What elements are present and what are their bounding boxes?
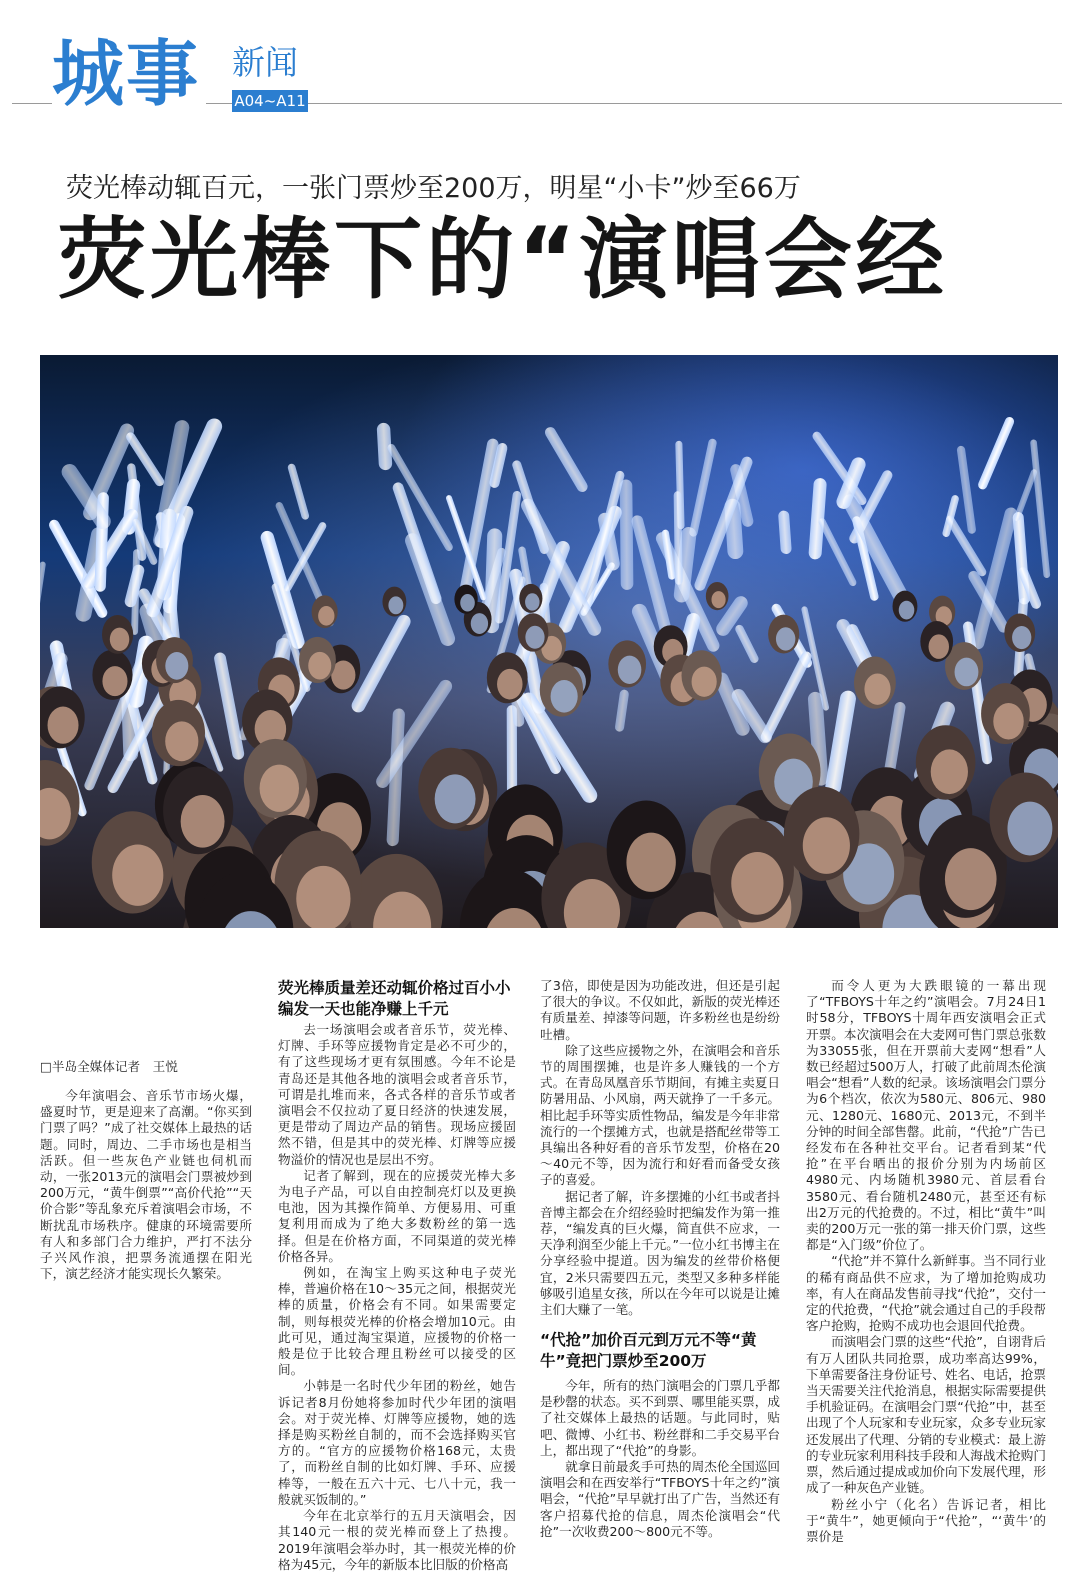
column-3-lower (540, 1378, 780, 1540)
crowd-face (929, 634, 949, 659)
crowd-face (776, 627, 795, 650)
crowd-face (308, 652, 331, 680)
paragraph: 去一场演唱会或者音乐节，荧光棒、灯牌、手环等应援物肯定是必不可少的，有了这些现场才更有氛围感。今年不论是青岛还是其他各地的演唱会或者音乐节，可谓是扎堆而来，各式各样的音乐节或者演唱会不仅拉动了夏日经济的快速发展，更是带动了周边产品的销售。现场应援固然不错，但是其中的荧光棒、灯牌等应援物溢价的情况也是层出不穷。 (278, 1022, 516, 1167)
crowd-face (471, 613, 488, 634)
crowd-face (626, 833, 675, 892)
paragraph: 就拿日前最炙手可热的周杰伦全国巡回演唱会和在西安举行“TFBOYS十年之约”演唱会，“代抢”早早就打出了广告，当然还有客户招募代抢的信息，周杰伦演唱会“代抢”一次收费200～800元不等。 (540, 1459, 780, 1539)
paragraph: 粉丝小宁（化名）告诉记者，相比于“黄牛”，她更倾向于“代抢”，“‘黄牛’的票价是 (806, 1496, 1046, 1544)
kicker-headline: 荧光棒动辄百元，一张门票炒至200万，明星“小卡”炒至66万 (66, 173, 801, 204)
crowd-face (803, 817, 850, 874)
paragraph: 例如，在淘宝上购买这种电子荧光棒，普遍价格在10～35元之间，根据荧光棒的质量，价格会有不同。如果需要定制，则每根荧光棒的价格会增加10元。由此可见，通过淘宝渠道，应援物的价格一般是位于比较合理且粉丝可以接受的区间。 (278, 1265, 516, 1378)
crowd-face (497, 669, 522, 700)
crowd-face (864, 673, 890, 704)
section-2-title: “代抢”加价百元到万元不等“黄牛”竟把门票炒至200万 (540, 1331, 757, 1370)
crowd-face (692, 667, 717, 697)
paragraph: 今年在北京举行的五月天演唱会，因其140元一根的荧光棒而登上了热搜。2019年演唱会举办时，其一根荧光棒的价格为45元，今年的新版本比旧版的价格高 (278, 1508, 516, 1572)
crowd-face (165, 721, 198, 761)
crowd-face (955, 658, 979, 687)
column-1 (40, 1088, 252, 1282)
crowd-face (731, 852, 783, 915)
paragraph: 今年，所有的热门演唱会的门票几乎都是秒罄的状态。买不到票、哪里能买票，成了社交媒体上最热的话题。与此同时，贴吧、微博、小红书、粉丝群和二手交易平台上，都出现了“代抢”的身影。 (540, 1378, 780, 1458)
crowd-face (318, 606, 334, 626)
crowd-face (993, 703, 1023, 740)
crowd-face (618, 656, 642, 684)
glow-stick (620, 479, 634, 589)
crowd-face (1007, 802, 1052, 856)
section-title: 城事 (52, 38, 206, 110)
concert-crowd-photo (40, 355, 1058, 928)
main-headline: 荧光棒下的“演唱会经 (58, 212, 948, 309)
paragraph: “代抢”并不算什么新鲜事。当不同行业的稀有商品供不应求，为了增加抢购成功率，有人在商品发售前寻找“代抢”，交付一定的代抢费，“代抢”就会通过自己的手段帮客户抢购，抢购不成功也会退回代抢费。 (806, 1253, 1046, 1334)
lead-paragraph: 今年演唱会、音乐节市场火爆，盛夏时节，更是迎来了高潮。“你买到门票了吗？”成了社交媒体上最热的话题。同时，周边、二手市场也是相当活跃。但一些灰色产业链也伺机而动，一张2013元的演唱会门票被炒到200万元，“黄牛倒票”“高价代抢”“天价合影”等乱象充斥着演唱会市场，不断扰乱市场秩序。健康的环境需要所有人和多部门合力维护，严打不法分子兴风作浪，把票务流通摆在阳光下，演艺经济才能实现长久繁荣。 (40, 1088, 252, 1282)
column-4 (806, 978, 1046, 1545)
section-1-title: 荧光棒质量差还动辄价格过百小小编发一天也能净赚上千元 (278, 979, 511, 1018)
section-subtitle: 新闻 (232, 43, 298, 82)
crowd-face (112, 844, 163, 905)
crowd-face (110, 628, 129, 651)
crowd-face (296, 866, 350, 928)
crowd-face (525, 593, 539, 610)
crowd-face (931, 749, 968, 794)
crowd-face (48, 707, 79, 744)
paragraph: 据记者了解，许多摆摊的小红书或者抖音博主都会在介绍经验时把编发作为第一推荐，“编发真的巨火爆，简直供不应求，一天净利润至少能上千元。”一位小红书博主在分享经验中提道。因为编发的丝带价格便宜，2米只需要四五元，类型又多种多样能够吸引追星女孩，所以在今年可以说是让摊主们大赚了一笔。 (540, 1188, 780, 1318)
column-3 (540, 978, 780, 1318)
crowd-face (711, 591, 725, 608)
column-2 (278, 1022, 516, 1573)
crowd-face (260, 765, 299, 812)
paragraph: 了3倍，即使是因为功能改进，但还是引起了很大的争议。不仅如此，新版的荧光棒还有质量差、掉漆等问题，许多粉丝也是纷纷吐槽。 (540, 978, 780, 1042)
paragraph: 而演唱会门票的这些“代抢”，自诩背后有万人团队共同抢票，成功率高达99%，下单需要备注身份证号、姓名、电话，抢票当天需要关注代抢消息，根据实际需要提供手机验证码。在演唱会门票“代抢”中，甚至出现了个人玩家和专业玩家，众多专业玩家还发展出了代理、分销的专业模式：最上游的专业玩家利用科技手段和人海战术抢购门票，然后通过提成或加价向下发展代理，形成了一种灰色产业链。 (806, 1334, 1046, 1496)
paragraph: 记者了解到，现在的应援荧光棒大多为电子产品，可以自由控制亮灯以及更换电池，因为其操作简单、方便易用、可重复利用而成为了绝大多数粉丝的第一选择。但是在价格方面，不同渠道的荧光棒价格各异。 (278, 1167, 516, 1264)
crowd-face (945, 848, 997, 910)
page-range-badge: A04~A11 (232, 90, 308, 112)
crowd-face (1012, 626, 1031, 649)
glow-stick (674, 491, 683, 584)
crowd-face (551, 680, 578, 713)
crowd-face (102, 666, 127, 696)
crowd-face (525, 626, 544, 649)
crowd-face (388, 596, 403, 614)
byline: □半岛全媒体记者 王悦 (40, 1059, 178, 1074)
paragraph: 而令人更为大跌眼镜的一幕出现了“TFBOYS十年之约”演唱会。7月24日1时58分，TFBOYS十周年西安演唱会正式开票。本次演唱会在大麦网可售门票总张数为33055张，但在开票前大麦网“想看”人数已经超过500万人，打破了此前周杰伦演唱会“想看”人数的纪录。该场演唱会门票分为6个档次，依次为580元、806元、980元、1280元、1680元、2013元，不到半分钟的时间全部售罄。此前，“代抢”广告已经发布在各种社交平台。记者看到某“代抢”在平台晒出的报价分别为内场前区4980元、内场随机3980元、首层看台3580元、看台随机2480元，甚至还有标出2万元的代抢费的。不过，相比“黄牛”叫卖的200万元一张的第一排天价门票，这些都是“入门级”价位了。 (806, 978, 1046, 1253)
crowd-face (435, 774, 476, 823)
crowd-face (460, 594, 475, 611)
crowd-face (165, 652, 188, 680)
crowd-face (181, 795, 225, 848)
paragraph: 除了这些应援物之外，在演唱会和音乐节的周围摆摊，也是许多人赚钱的一个方式。在青岛凤凰音乐节期间，有摊主卖夏日防暑用品、小风扇，两天就挣了一千多元。相比起手环等实质性物品，编发是今年非常流行的一个摆摊方式，也就是搭配丝带等工具编出各种好看的音乐节发型，价格在20～40元不等，因为流行和好看而备受女孩子的喜爱。 (540, 1042, 780, 1188)
paragraph: 小韩是一名时代少年团的粉丝，她告诉记者8月份她将参加时代少年团的演唱会。对于荧光棒、灯牌等应援物，她的选择是购买粉丝自制的，而不会选择购买官方的。“官方的应援物价格168元，太贵了，而粉丝自制的比如灯牌、手环、应援棒等，一般在五六十元、七八十元，我一般就买饭制的。” (278, 1378, 516, 1507)
crowd-face (899, 601, 915, 620)
